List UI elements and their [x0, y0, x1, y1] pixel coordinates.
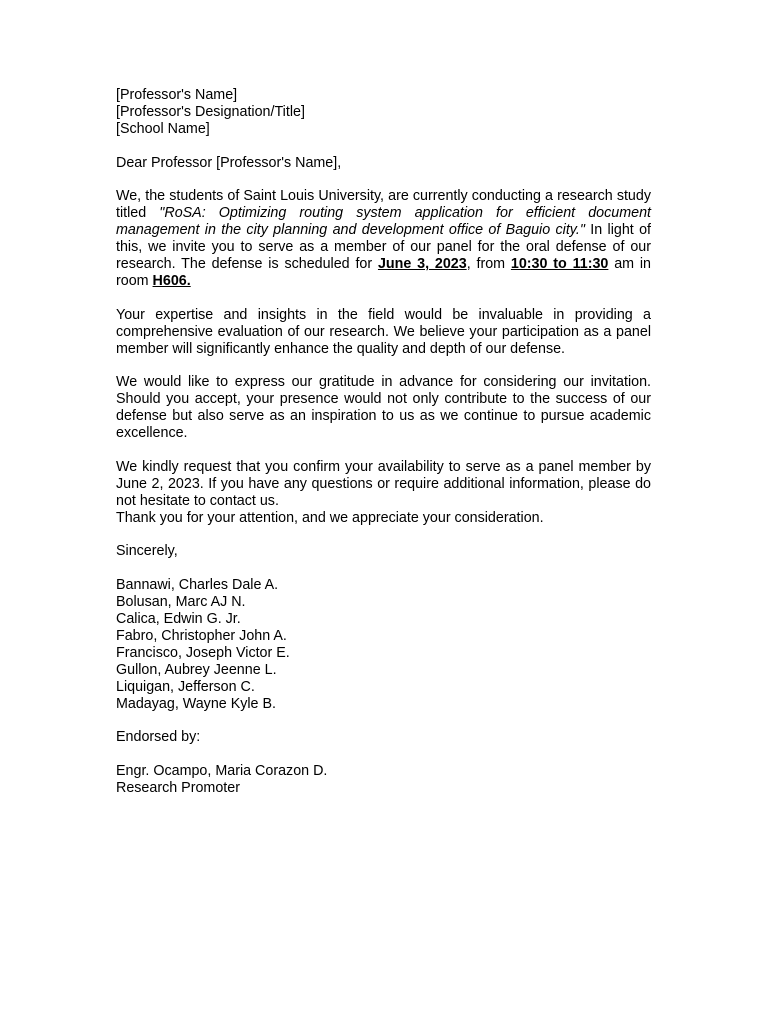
from-text: , from [466, 256, 511, 273]
paragraph-thanks: Thank you for your attention, and we appreciate your consideration. [116, 509, 544, 526]
endorser-role: Research Promoter [116, 780, 240, 797]
recipient-name: [Professor's Name] [116, 87, 238, 103]
signatory: Liquigan, Jefferson C. [116, 678, 255, 695]
recipient-designation: [Professor's Designation/Title] [116, 103, 305, 120]
invitation-intro: We, the students of Saint Louis University, are currently conducting a research study titled [116, 188, 651, 222]
signatory: Madayag, Wayne Kyle B. [116, 695, 276, 712]
endorsed-label: Endorsed by: [116, 729, 201, 746]
paragraph-gratitude: We would like to express our gratitude in advance for considering our invitation. Should you accept, your presence would not only contribute to the success of our defense but also serve as an inspiration to us as we continue to pursue academic excellence. [116, 374, 651, 442]
endorser-name: Engr. Ocampo, Maria Corazon D. [116, 763, 328, 780]
paragraph-invitation [116, 188, 651, 289]
signatory: Bolusan, Marc AJ N. [116, 594, 246, 611]
research-title: "RoSA: Optimizing routing system application for efficient document management in the city planning and development office of Baguio city." [116, 205, 651, 239]
signatory: Gullon, Aubrey Jeenne L. [116, 661, 277, 678]
invitation-text: In light of this, we invite you to serve as a member of our panel for the oral defense of our research. The defense is scheduled for [116, 222, 651, 273]
room-text: am in room [116, 256, 651, 289]
paragraph-request: We kindly request that you confirm your availability to serve as a panel member by June 2, 2023. If you have any questions or require additional information, please do not hesitate to contact us. [116, 458, 651, 509]
signatory-list [116, 577, 651, 712]
signatory: Bannawi, Charles Dale A. [116, 577, 279, 594]
recipient-school: [School Name] [116, 120, 210, 137]
signatory: Francisco, Joseph Victor E. [116, 644, 290, 661]
signatory: Fabro, Christopher John A. [116, 627, 287, 644]
paragraph-expertise: Your expertise and insights in the field would be invaluable in providing a comprehensive evaluation of our research. We believe your participation as a panel member will significantly enhance the quality and depth of our defense. [116, 306, 651, 357]
endorser-block [116, 763, 651, 797]
salutation: Dear Professor [Professor's Name], [116, 154, 342, 171]
defense-date: June 3, 2023 [377, 256, 467, 273]
recipient-block [116, 87, 651, 138]
closing: Sincerely, [116, 543, 178, 560]
signatory: Calica, Edwin G. Jr. [116, 610, 241, 627]
defense-time: 10:30 to 11:30 [510, 256, 609, 273]
defense-room: H606. [152, 272, 191, 289]
